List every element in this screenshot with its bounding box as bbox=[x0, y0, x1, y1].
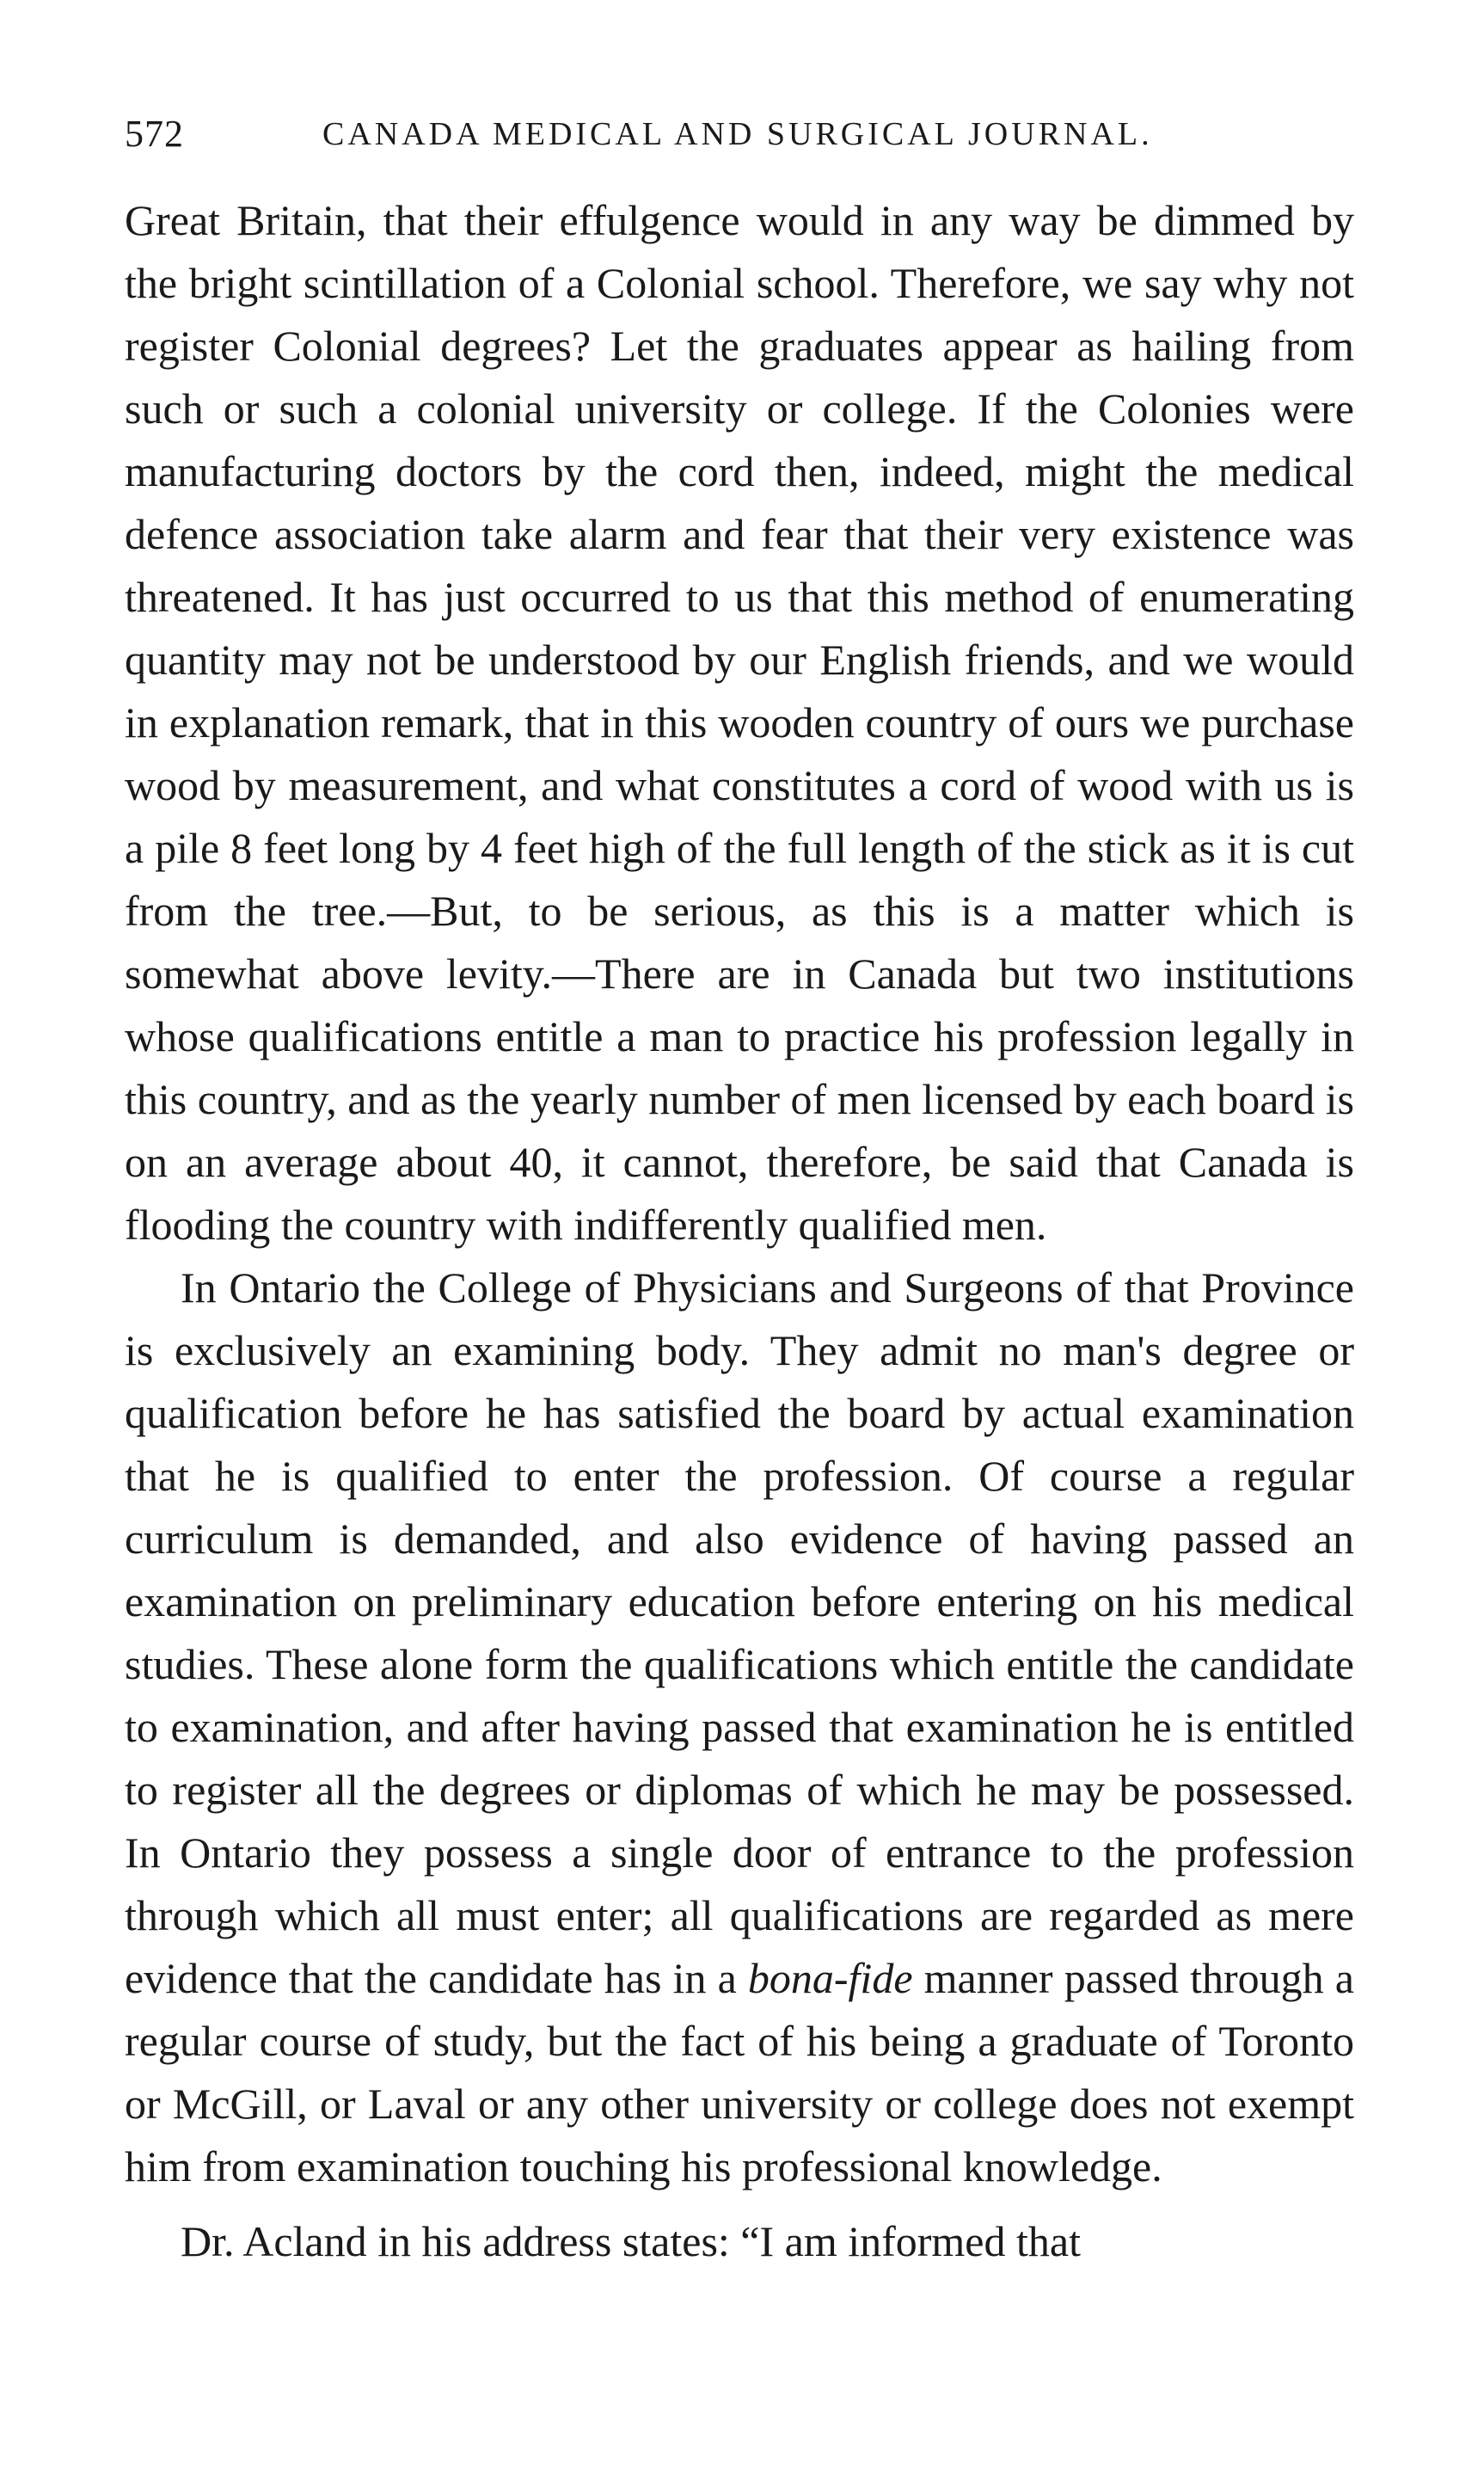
paragraph-ontario-college bbox=[125, 1257, 1354, 2198]
paragraph-text: manner passed through a regular course of study, but the fact of his being a graduate of Toronto or McGill, or Laval or any other university or college does not exempt him from examination touching his professional knowledge. bbox=[125, 1954, 1354, 2190]
page-number: 572 bbox=[125, 113, 184, 155]
italic-term: bona-fide bbox=[747, 1954, 913, 2002]
journal-title: CANADA MEDICAL AND SURGICAL JOURNAL. bbox=[322, 116, 1153, 152]
journal-page bbox=[125, 112, 1354, 2273]
paragraph-text: In Ontario the College of Physicians and Surgeons of that Province is exclusively an examining body. They admit no man's degree or qualification before he has satisfied the board by actual examination that he is qualified to enter the profession. Of course a regular curriculum is demanded, and also evidence of having passed an examination on preliminary education before entering on his medical studies. These alone form the qualifications which entitle the candidate to examination, and after having passed that examination he is entitled to register all the degrees or diplomas of which he may be possessed. In Ontario they possess a single door of entrance to the profession through which all must enter; all qualifications are regarded as mere evidence that the candidate has in a bbox=[125, 1263, 1354, 2002]
running-head bbox=[125, 112, 1354, 163]
paragraph-continued: Great Britain, that their effulgence would in any way be dimmed by the bright scintillation of a Colonial school. Therefore, we say why not register Colonial degrees? Let the graduates appear as hailing from such or such a colonial university or college. If the Colonies were manufacturing doctors by the cord then, indeed, might the medical defence association take alarm and fear that their very existence was threatened. It has just occurred to us that this method of enumerating quantity may not be understood by our English friends, and we would in explanation remark, that in this wooden country of ours we purchase wood by measurement, and what constitutes a cord of wood with us is a pile 8 feet long by 4 feet high of the full length of the stick as it is cut from the tree.—But, to be serious, as this is a matter which is somewhat above levity.—There are in Canada but two institutions whose qualifications entitle a man to practice his profession legally in this country, and as the yearly number of men licensed by each board is on an average about 40, it cannot, therefore, be said that Canada is flooding the country with indifferently qualified men. bbox=[125, 196, 1354, 1249]
paragraph-acland-quote: Dr. Acland in his address states: “I am informed that bbox=[181, 2217, 1081, 2265]
